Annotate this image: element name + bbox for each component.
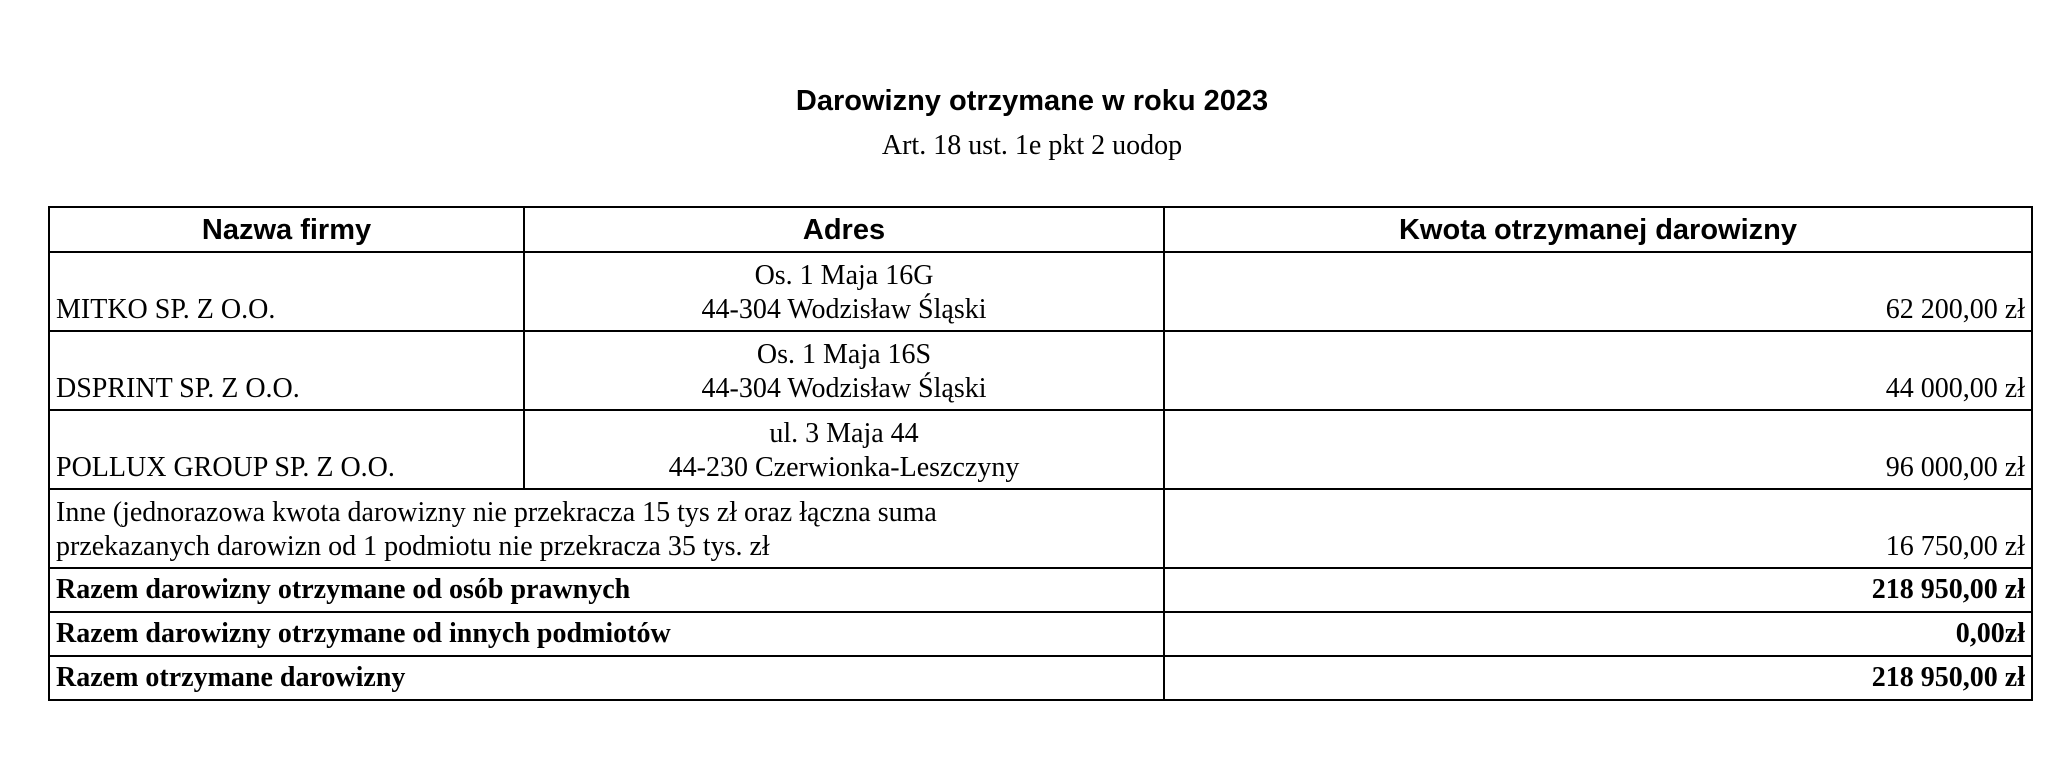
other-donations-amount: 16 750,00 zł bbox=[1164, 489, 2032, 568]
grand-total-row bbox=[49, 656, 2032, 700]
company-name-cell: POLLUX GROUP SP. Z O.O. bbox=[49, 410, 524, 489]
other-label-line2: przekazanych darowizn od 1 podmiotu nie przekracza 35 tys. zł bbox=[56, 531, 770, 562]
address-city: 44-304 Wodzisław Śląski bbox=[701, 373, 987, 404]
company-address-cell bbox=[524, 331, 1164, 410]
other-label-line1: Inne (jednorazowa kwota darowizny nie przekracza 15 tys zł oraz łączna suma bbox=[56, 497, 937, 528]
header-amount: Kwota otrzymanej darowizny bbox=[1164, 207, 2032, 252]
company-name-cell: MITKO SP. Z O.O. bbox=[49, 252, 524, 331]
page-title: Darowizny otrzymane w roku 2023 bbox=[795, 85, 1269, 117]
other-donations-row bbox=[49, 489, 2032, 568]
donations-table bbox=[48, 206, 2033, 701]
address-city: 44-230 Czerwionka-Leszczyny bbox=[668, 452, 1020, 483]
donation-amount-cell: 96 000,00 zł bbox=[1164, 410, 2032, 489]
header-address: Adres bbox=[524, 207, 1164, 252]
total-amount: 0,00zł bbox=[1164, 612, 2032, 656]
header-company-name: Nazwa firmy bbox=[49, 207, 524, 252]
total-amount: 218 950,00 zł bbox=[1164, 656, 2032, 700]
table-header-row bbox=[49, 207, 2032, 252]
total-other-entities-row bbox=[49, 612, 2032, 656]
address-street: Os. 1 Maja 16G bbox=[754, 260, 934, 291]
donation-amount-cell: 44 000,00 zł bbox=[1164, 331, 2032, 410]
total-amount: 218 950,00 zł bbox=[1164, 568, 2032, 612]
table-row bbox=[49, 252, 2032, 331]
other-donations-label bbox=[49, 489, 1164, 568]
address-street: ul. 3 Maja 44 bbox=[769, 418, 919, 449]
total-label: Razem darowizny otrzymane od innych podmiotów bbox=[49, 612, 1164, 656]
total-label: Razem otrzymane darowizny bbox=[49, 656, 1164, 700]
company-name-cell: DSPRINT SP. Z O.O. bbox=[49, 331, 524, 410]
company-address-cell bbox=[524, 410, 1164, 489]
table-row bbox=[49, 331, 2032, 410]
page-subtitle: Art. 18 ust. 1e pkt 2 uodop bbox=[881, 130, 1183, 161]
address-city: 44-304 Wodzisław Śląski bbox=[701, 294, 987, 325]
donation-amount-cell: 62 200,00 zł bbox=[1164, 252, 2032, 331]
company-address-cell bbox=[524, 252, 1164, 331]
table-row bbox=[49, 410, 2032, 489]
address-street: Os. 1 Maja 16S bbox=[756, 339, 932, 370]
total-label: Razem darowizny otrzymane od osób prawnych bbox=[49, 568, 1164, 612]
total-legal-entities-row bbox=[49, 568, 2032, 612]
